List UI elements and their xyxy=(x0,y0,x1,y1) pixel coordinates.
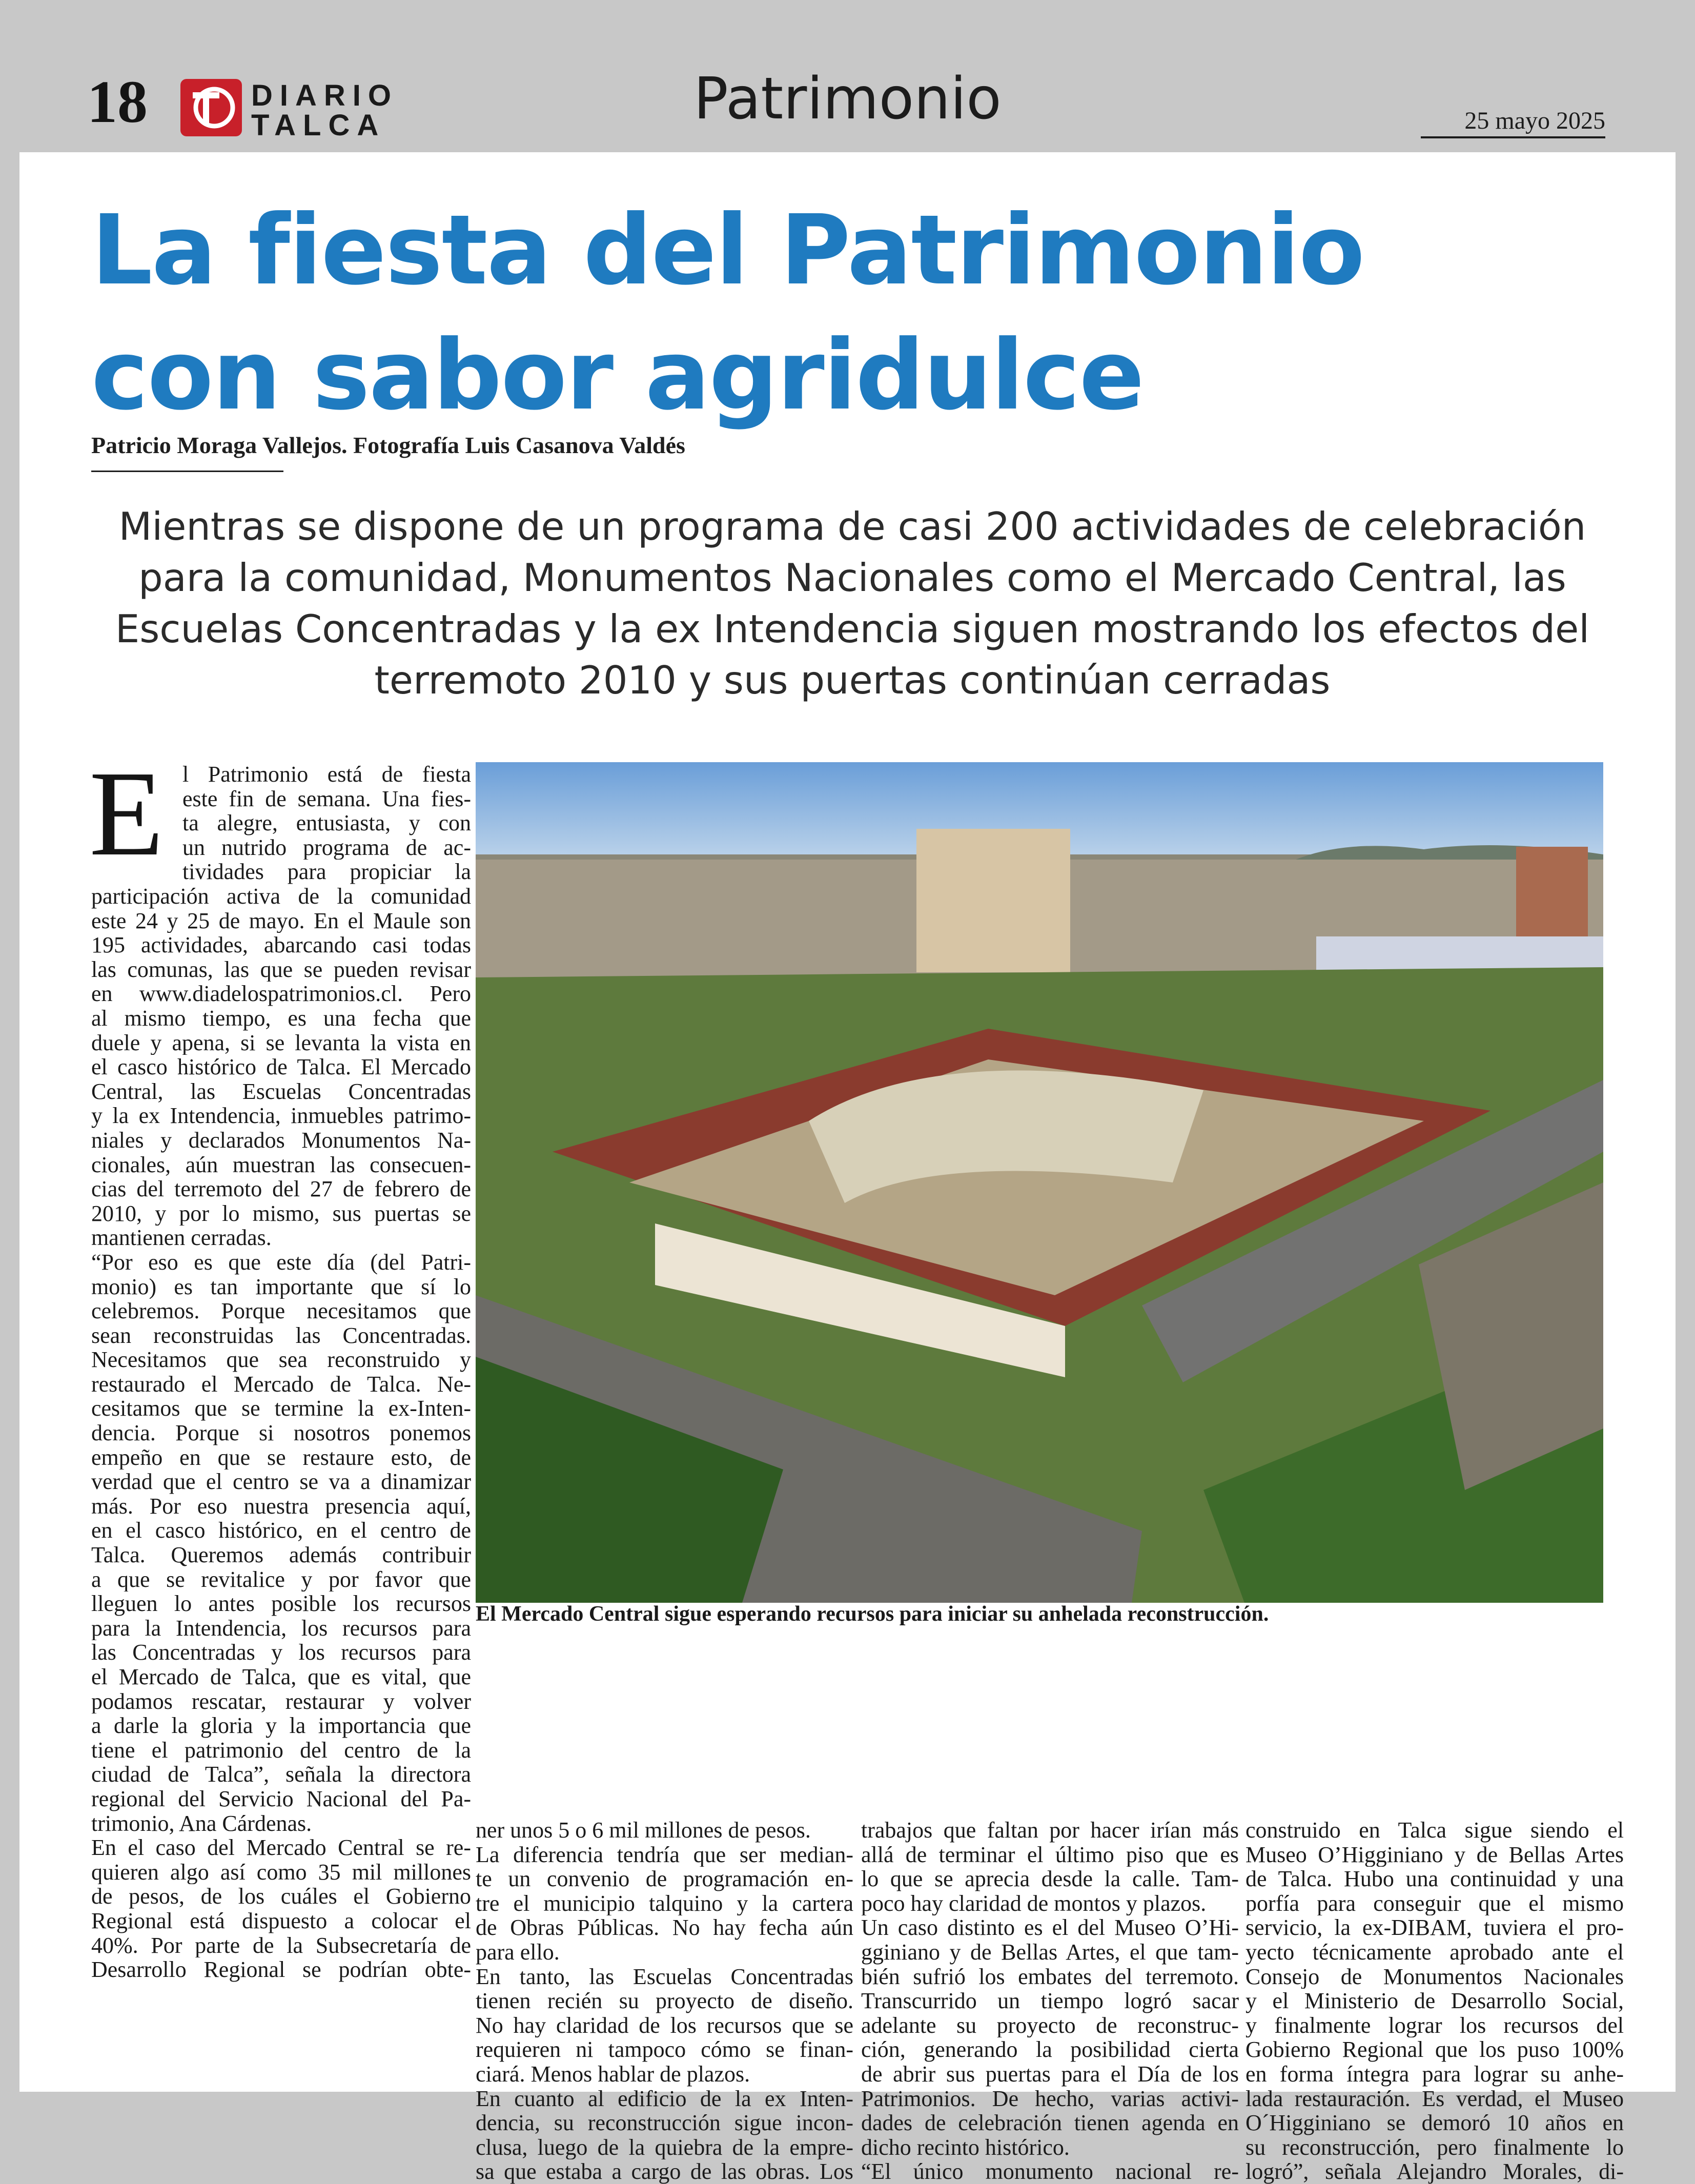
body-line: dicho recinto histórico. xyxy=(861,2135,1070,2160)
body-line: y finalmente lograr los recursos del xyxy=(1245,2013,1624,2038)
body-line: allá de terminar el último piso que es xyxy=(861,1842,1239,1867)
body-line: te un convenio de programación en- xyxy=(476,1867,853,1891)
body-line: Necesitamos que sea reconstruido y xyxy=(91,1348,471,1372)
body-line: Gobierno Regional que los puso 100% xyxy=(1245,2037,1624,2062)
body-line: construido en Talca sigue siendo el xyxy=(1245,1818,1624,1843)
byline-rule xyxy=(91,471,283,472)
body-line: ner unos 5 o 6 mil millones de pesos. xyxy=(476,1818,811,1843)
column-4 xyxy=(1245,1818,1624,2184)
body-line: sean reconstruidas las Concentradas. xyxy=(91,1323,471,1348)
column-1 xyxy=(91,884,471,1982)
body-line: restaurado el Mercado de Talca. Ne- xyxy=(91,1372,471,1397)
body-line: monio) es tan importante que sí lo xyxy=(91,1274,471,1299)
body-line: En tanto, las Escuelas Concentradas xyxy=(476,1964,853,1989)
body-line: lada restauración. Es verdad, el Museo xyxy=(1245,2086,1624,2111)
body-line: No hay claridad de los recursos que se xyxy=(476,2013,853,2038)
body-line: Central, las Escuelas Concentradas xyxy=(91,1079,471,1104)
lede-line: Mientras se dispone de un programa de casi 200 actividades de celebración xyxy=(118,504,1586,549)
byline: Patricio Moraga Vallejos. Fotografía Luis Casanova Valdés xyxy=(91,432,685,458)
lede-line: Escuelas Concentradas y la ex Intendencia siguen mostrando los efectos del xyxy=(115,606,1590,651)
body-line: para ello. xyxy=(476,1940,560,1965)
body-line: el casco histórico de Talca. El Mercado xyxy=(91,1055,471,1079)
body-line: este 24 y 25 de mayo. En el Maule son xyxy=(91,908,471,933)
body-line: logró”, señala Alejandro Morales, di- xyxy=(1245,2159,1624,2184)
body-line: su reconstrucción, pero finalmente lo xyxy=(1245,2135,1624,2160)
body-line: al mismo tiempo, es una fecha que xyxy=(91,1006,471,1031)
lede-line: terremoto 2010 y sus puertas continúan cerradas xyxy=(374,658,1331,703)
body-line: yecto técnicamente aprobado ante el xyxy=(1245,1940,1624,1965)
body-line: tiene el patrimonio del centro de la xyxy=(91,1738,471,1763)
body-line: En el caso del Mercado Central se re- xyxy=(91,1835,471,1860)
body-line: participación activa de la comunidad xyxy=(91,884,471,909)
body-line: y el Ministerio de Desarrollo Social, xyxy=(1245,1989,1624,2013)
body-line: En cuanto al edificio de la ex Inten- xyxy=(476,2086,853,2111)
body-line: lo que se aprecia desde la calle. Tam- xyxy=(861,1867,1239,1891)
body-line: Consejo de Monumentos Nacionales xyxy=(1245,1964,1624,1989)
body-line: cesitamos que se termine la ex-Inten- xyxy=(91,1396,471,1421)
body-line: tre el municipio talquino y la cartera xyxy=(476,1891,853,1916)
headline-line: La fiesta del Patrimonio xyxy=(91,194,1364,307)
body-line: tividades para propiciar la xyxy=(182,860,471,884)
date-underline xyxy=(1421,136,1605,138)
body-line: Talca. Queremos además contribuir xyxy=(91,1543,471,1567)
body-line: clusa, luego de la quiebra de la empre- xyxy=(476,2135,853,2160)
body-line: de Obras Públicas. No hay fecha aún xyxy=(476,1915,853,1940)
drop-cap: E xyxy=(89,746,164,881)
body-line: de abrir sus puertas para el Día de los xyxy=(861,2061,1239,2087)
body-line: regional del Servicio Nacional del Pa- xyxy=(91,1786,471,1811)
body-line: celebremos. Porque necesitamos que xyxy=(91,1299,471,1323)
body-line: para la Intendencia, los recursos para xyxy=(91,1616,471,1641)
body-line: quieren algo así como 35 mil millones xyxy=(91,1860,471,1885)
body-line: un nutrido programa de ac- xyxy=(182,835,471,860)
body-line: más. Por eso nuestra presencia aquí, xyxy=(91,1494,471,1519)
body-line: trimonio, Ana Cárdenas. xyxy=(91,1811,312,1836)
body-line: en www.diadelospatrimonios.cl. Pero xyxy=(91,982,471,1006)
body-line: ción, generando la posibilidad cierta xyxy=(861,2037,1239,2062)
body-line: niales y declarados Monumentos Na- xyxy=(91,1128,471,1153)
issue-date: 25 mayo 2025 xyxy=(1464,107,1605,134)
headline xyxy=(91,188,1578,438)
column-1-indented-lines xyxy=(182,762,471,884)
body-line: tienen recién su proyecto de diseño. xyxy=(476,1989,853,2013)
body-line: bién sufrió los embates del terremoto. xyxy=(861,1964,1239,1989)
body-line: 2010, y por lo mismo, sus puertas se xyxy=(91,1201,471,1226)
body-line: trabajos que faltan por hacer irían más xyxy=(861,1818,1239,1843)
body-line: “Por eso es que este día (del Patri- xyxy=(91,1250,471,1275)
body-line: Desarrollo Regional se podrían obte- xyxy=(91,1957,471,1982)
body-line: cionales, aún muestran las consecuen- xyxy=(91,1152,471,1177)
photo-caption: El Mercado Central sigue esperando recursos para iniciar su anhelada reconstrucción. xyxy=(476,1602,1269,1626)
body-line: empeño en que se restaure esto, de xyxy=(91,1445,471,1470)
body-line: dencia, su reconstrucción sigue incon- xyxy=(476,2111,853,2135)
body-line: a que se revitalice y por favor que xyxy=(91,1567,471,1592)
section-title: Patrimonio xyxy=(693,66,1002,132)
logo-line-1: DIARIO xyxy=(251,79,398,112)
body-line: Un caso distinto es el del Museo O’Hi- xyxy=(861,1915,1239,1940)
body-line: l Patrimonio está de fiesta xyxy=(182,762,471,787)
body-line: lleguen lo antes posible los recursos xyxy=(91,1591,471,1616)
body-line: ciará. Menos hablar de plazos. xyxy=(476,2061,750,2087)
headline-line: con sabor agridulce xyxy=(91,319,1143,432)
logo-line-2: TALCA xyxy=(251,109,386,142)
body-line: porfía para conseguir que el mismo xyxy=(1245,1891,1624,1916)
body-line: poco hay claridad de montos y plazos. xyxy=(861,1891,1207,1916)
mercado-central-aerial-photo xyxy=(476,762,1603,1603)
body-line: sa que estaba a cargo de las obras. Los xyxy=(476,2159,853,2184)
body-line: verdad que el centro se va a dinamizar xyxy=(91,1469,471,1494)
body-line: “El único monumento nacional re- xyxy=(861,2159,1239,2184)
body-line: y la ex Intendencia, inmuebles patrimo- xyxy=(91,1104,471,1128)
body-line: dades de celebración tienen agenda en xyxy=(861,2111,1239,2135)
body-line: requieren ni tampoco cómo se finan- xyxy=(476,2037,853,2062)
body-line: las Concentradas y los recursos para xyxy=(91,1640,471,1665)
body-line: Patrimonios. De hecho, varias activi- xyxy=(861,2086,1239,2111)
body-line: duele y apena, si se levanta la vista en xyxy=(91,1030,471,1055)
body-line: ciudad de Talca”, señala la directora xyxy=(91,1762,471,1787)
body-line: ta alegre, entusiasta, y con xyxy=(182,811,471,835)
body-line: O´Higginiano se demoró 10 años en xyxy=(1245,2111,1624,2135)
body-line: Museo O’Higginiano y de Bellas Artes xyxy=(1245,1842,1624,1867)
body-line: a darle la gloria y la importancia que xyxy=(91,1713,471,1738)
body-line: adelante su proyecto de reconstruc- xyxy=(861,2013,1239,2038)
body-line: podamos rescatar, restaurar y volver xyxy=(91,1689,471,1714)
page-number: 18 xyxy=(87,68,148,135)
body-line: mantienen cerradas. xyxy=(91,1226,272,1250)
body-line: de pesos, de los cuáles el Gobierno xyxy=(91,1884,471,1909)
body-line: gginiano y de Bellas Artes, el que tam- xyxy=(861,1940,1239,1965)
body-line: Transcurrido un tiempo logró sacar xyxy=(861,1989,1239,2013)
body-line: en forma íntegra para lograr su anhe- xyxy=(1245,2061,1624,2087)
column-3 xyxy=(861,1818,1239,2184)
masthead xyxy=(0,0,1695,154)
body-line: en el casco histórico, en el centro de xyxy=(91,1518,471,1543)
body-line: cias del terremoto del 27 de febrero de xyxy=(91,1177,471,1201)
body-line: el Mercado de Talca, que es vital, que xyxy=(91,1665,471,1689)
lede xyxy=(86,501,1619,706)
body-line: dencia. Porque si nosotros ponemos xyxy=(91,1421,471,1445)
body-line: servicio, la ex-DIBAM, tuviera el pro- xyxy=(1245,1915,1624,1940)
body-line: La diferencia tendría que ser median- xyxy=(476,1842,853,1867)
column-2 xyxy=(476,1818,853,2184)
body-line: de Talca. Hubo una continuidad y una xyxy=(1245,1867,1624,1891)
body-line: 40%. Por parte de la Subsecretaría de xyxy=(91,1933,471,1958)
body-line: Regional está dispuesto a colocar el xyxy=(91,1908,471,1933)
body-line: 195 actividades, abarcando casi todas xyxy=(91,933,471,957)
body-line: las comunas, las que se pueden revisar xyxy=(91,957,471,982)
lede-line: para la comunidad, Monumentos Nacionales como el Mercado Central, las xyxy=(138,555,1566,600)
body-line: este fin de semana. Una fies- xyxy=(182,786,471,811)
article-sheet xyxy=(19,152,1676,2184)
